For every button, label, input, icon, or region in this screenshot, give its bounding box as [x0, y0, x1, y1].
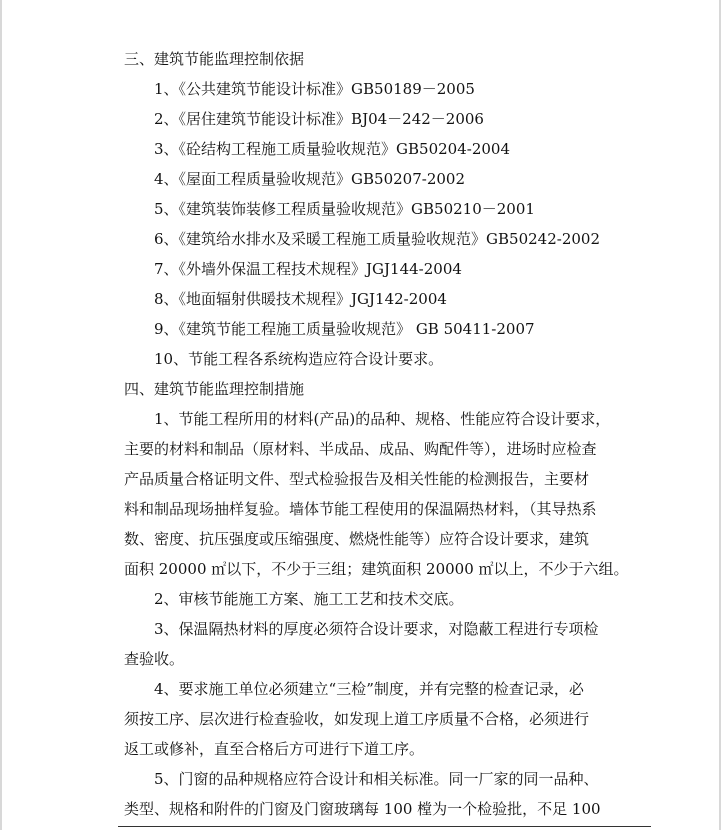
paragraph-line: 须按工序、层次进行检查验收，如发现上道工序质量不合格，必须进行: [124, 710, 590, 728]
reference-item-8: 8、《地面辐射供暖技术规程》JGJ142-2004: [154, 290, 447, 308]
reference-item-9: 9、《建筑节能工程施工质量验收规范》 GB 50411-2007: [154, 320, 535, 338]
paragraph-line: 1、节能工程所用的材料(产品)的品种、规格、性能应符合设计要求，: [154, 410, 611, 428]
reference-item-6: 6、《建筑给水排水及采暖工程施工质量验收规范》GB50242-2002: [154, 230, 601, 248]
section-3-heading: 三、建筑节能监理控制依据: [124, 50, 305, 68]
paragraph-line: 3、保温隔热材料的厚度必须符合设计要求，对隐蔽工程进行专项检: [154, 620, 599, 638]
measure-paragraph-5: [124, 764, 652, 824]
paragraph-line: 查验收。: [124, 650, 185, 668]
section-4-heading: 四、建筑节能监理控制措施: [124, 380, 305, 398]
paragraph-line: 5、门窗的品种规格应符合设计和相关标准。同一厂家的同一品种、: [154, 770, 599, 788]
paragraph-line: 类型、规格和附件的门窗及门窗玻璃每 100 樘为一个检验批，不足 100: [124, 800, 601, 818]
measure-paragraph-3: [124, 614, 652, 674]
reference-item-7: 7、《外墙外保温工程技术规程》JGJ144-2004: [154, 260, 462, 278]
reference-item-4: 4、《屋面工程质量验收规范》GB50207-2002: [154, 170, 466, 188]
reference-item-10: 10、节能工程各系统构造应符合设计要求。: [154, 350, 444, 368]
paragraph-line: 产品质量合格证明文件、型式检验报告及相关性能的检测报告，主要材: [124, 470, 590, 488]
paragraph-line: 主要的材料和制品（原材料、半成品、成品、购配件等），进场时应检查: [124, 440, 597, 458]
page-left-border: [0, 0, 2, 830]
reference-item-1: 1、《公共建筑节能设计标准》GB50189－2005: [154, 80, 475, 98]
measure-paragraph-4: [124, 674, 652, 764]
paragraph-line: 4、要求施工单位必须建立“三检”制度，并有完整的检查记录，必: [154, 680, 584, 698]
paragraph-line: 料和制品现场抽样复验。墙体节能工程使用的保温隔热材料，（其导热系: [124, 500, 597, 518]
page-bottom-rule: [118, 826, 651, 827]
reference-item-3: 3、《砼结构工程施工质量验收规范》GB50204-2004: [154, 140, 511, 158]
paragraph-line: 面积 20000 ㎡以下，不少于三组；建筑面积 20000 ㎡以上，不少于六组。: [124, 560, 629, 578]
measure-paragraph-1: [124, 404, 652, 584]
paragraph-line: 数、密度、抗压强度或压缩强度、燃烧性能等）应符合设计要求，建筑: [124, 530, 590, 548]
paragraph-line: 返工或修补，直至合格后方可进行下道工序。: [124, 740, 425, 758]
reference-item-5: 5、《建筑装饰装修工程质量验收规范》GB50210－2001: [154, 200, 535, 218]
paragraph-line: 2、审核节能施工方案、施工工艺和技术交底。: [154, 590, 464, 608]
measure-paragraph-2: [124, 584, 652, 614]
document-body: [124, 44, 652, 824]
reference-item-2: 2、《居住建筑节能设计标准》BJ04－242－2006: [154, 110, 484, 128]
